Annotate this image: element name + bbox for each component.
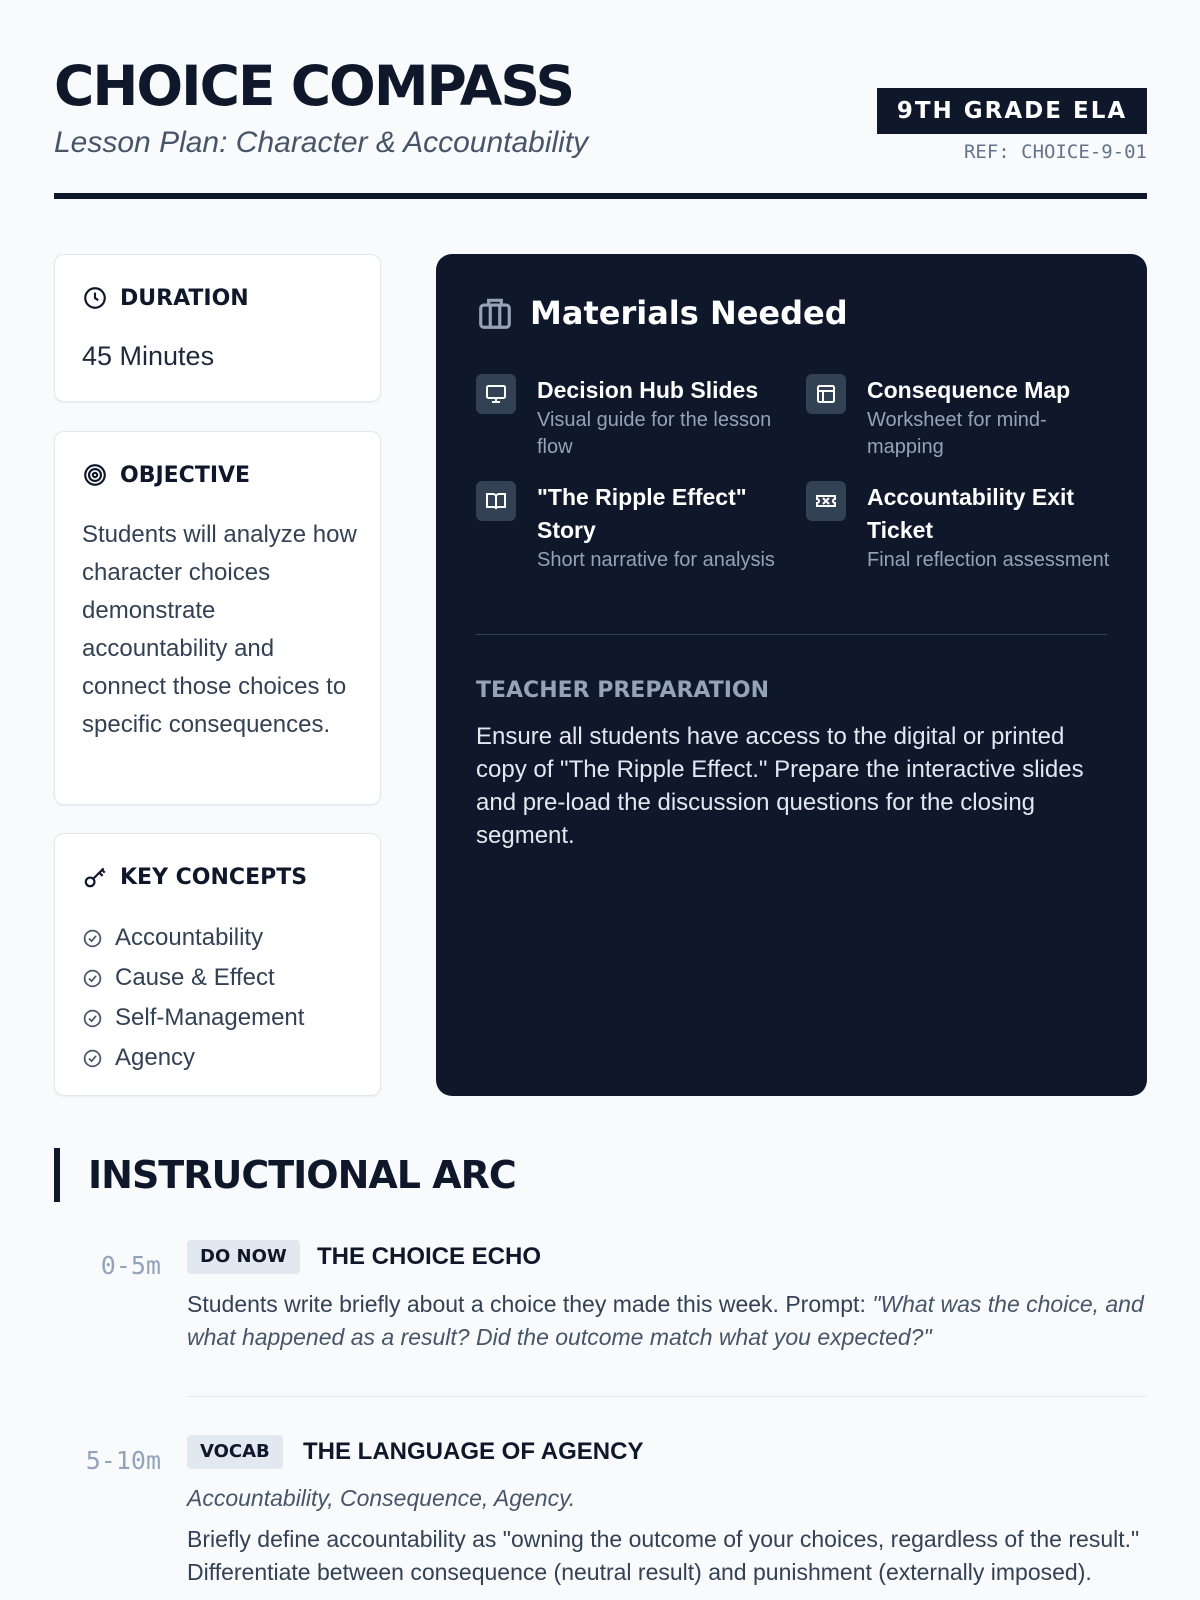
objective-heading: [82, 462, 250, 488]
check-circle-icon: [82, 928, 103, 949]
objective-label: OBJECTIVE: [120, 462, 251, 488]
list-item: [82, 958, 304, 998]
step-prompt-quote: "What was the choice, and what happened as a result? Did the outcome match what you expected?": [187, 1291, 1144, 1350]
briefcase-icon: [476, 294, 514, 332]
step-time: 0-5m: [100, 1251, 161, 1280]
lesson-plan-page: [54, 0, 1147, 1585]
check-circle-icon: [82, 968, 103, 989]
step-body: Briefly define accountability as "owning the outcome of your choices, regardless of the result." Differentiate between consequence (neutral result) and punishment (externally imposed).: [187, 1526, 1140, 1585]
objective-card: [54, 431, 381, 805]
instructional-arc-heading: INSTRUCTIONAL ARC: [54, 1148, 516, 1202]
step-terms-text: Accountability, Consequence, Agency.: [187, 1485, 576, 1511]
concept-label: Accountability: [115, 924, 264, 951]
objective-text: Students will analyze how character choices demonstrate accountability and connect those choices to specific consequences.: [82, 521, 357, 738]
key-concepts-label: KEY CONCEPTS: [120, 864, 308, 890]
duration-heading: [82, 285, 249, 311]
material-desc: Short narrative for analysis: [537, 549, 775, 571]
check-circle-icon: [82, 1008, 103, 1029]
step-title: THE LANGUAGE OF AGENCY: [303, 1438, 644, 1465]
reference-code: REF: CHOICE-9-01: [963, 141, 1147, 163]
check-circle-icon: [82, 1048, 103, 1069]
teacher-prep-text: Ensure all students have access to the digital or printed copy of "The Ripple Effect." Prepare the interactive slides and pre-load the discussion questions for the closing segment.: [476, 723, 1084, 849]
materials-heading: [476, 294, 848, 332]
key-concepts-card: [54, 833, 381, 1096]
duration-label: DURATION: [120, 285, 249, 311]
key-concepts-list: [82, 918, 304, 1078]
step-title: THE CHOICE ECHO: [317, 1243, 542, 1270]
concept-label: Self-Management: [115, 1004, 305, 1031]
step-body-text: Students write briefly about a choice they made this week. Prompt:: [187, 1291, 866, 1317]
monitor-icon: [484, 382, 508, 406]
materials-panel: [436, 254, 1147, 1096]
ticket-icon: [814, 489, 838, 513]
key-icon: [82, 864, 108, 890]
page-title: CHOICE COMPASS: [54, 54, 574, 118]
materials-divider: [476, 634, 1107, 635]
key-concepts-heading: [82, 864, 307, 890]
list-item: [82, 918, 304, 958]
duration-card: [54, 254, 381, 402]
concept-label: Agency: [115, 1044, 196, 1071]
material-name: "The Ripple Effect" Story: [537, 484, 747, 543]
list-item: [82, 998, 304, 1038]
concept-label: Cause & Effect: [115, 964, 275, 991]
book-icon: [484, 489, 508, 513]
clock-icon: [82, 285, 108, 311]
page-header: [54, 0, 1147, 200]
layout-icon: [814, 382, 838, 406]
list-item: [82, 1038, 304, 1078]
materials-title: Materials Needed: [530, 294, 848, 332]
material-name: Decision Hub Slides: [537, 377, 759, 403]
material-name: Consequence Map: [867, 377, 1071, 403]
teacher-prep-label: TEACHER PREPARATION: [476, 678, 770, 703]
step-tag: VOCAB: [187, 1435, 283, 1469]
step-terms: [187, 1482, 1147, 1515]
step-divider: [187, 1396, 1147, 1397]
page-subtitle: Lesson Plan: Character & Accountability: [54, 126, 589, 159]
material-name: Accountability Exit Ticket: [867, 484, 1075, 543]
material-desc: Visual guide for the lesson flow: [537, 409, 772, 458]
step-time: 5-10m: [85, 1446, 161, 1475]
step-body: [187, 1288, 1147, 1354]
grade-badge: 9TH GRADE ELA: [877, 88, 1147, 134]
material-desc: Final reflection assessment: [867, 549, 1110, 571]
step-tag: DO NOW: [187, 1240, 300, 1274]
header-divider: [54, 193, 1147, 199]
material-desc: Worksheet for mind-mapping: [867, 409, 1047, 458]
target-icon: [82, 462, 108, 488]
duration-value: 45 Minutes: [82, 341, 215, 371]
